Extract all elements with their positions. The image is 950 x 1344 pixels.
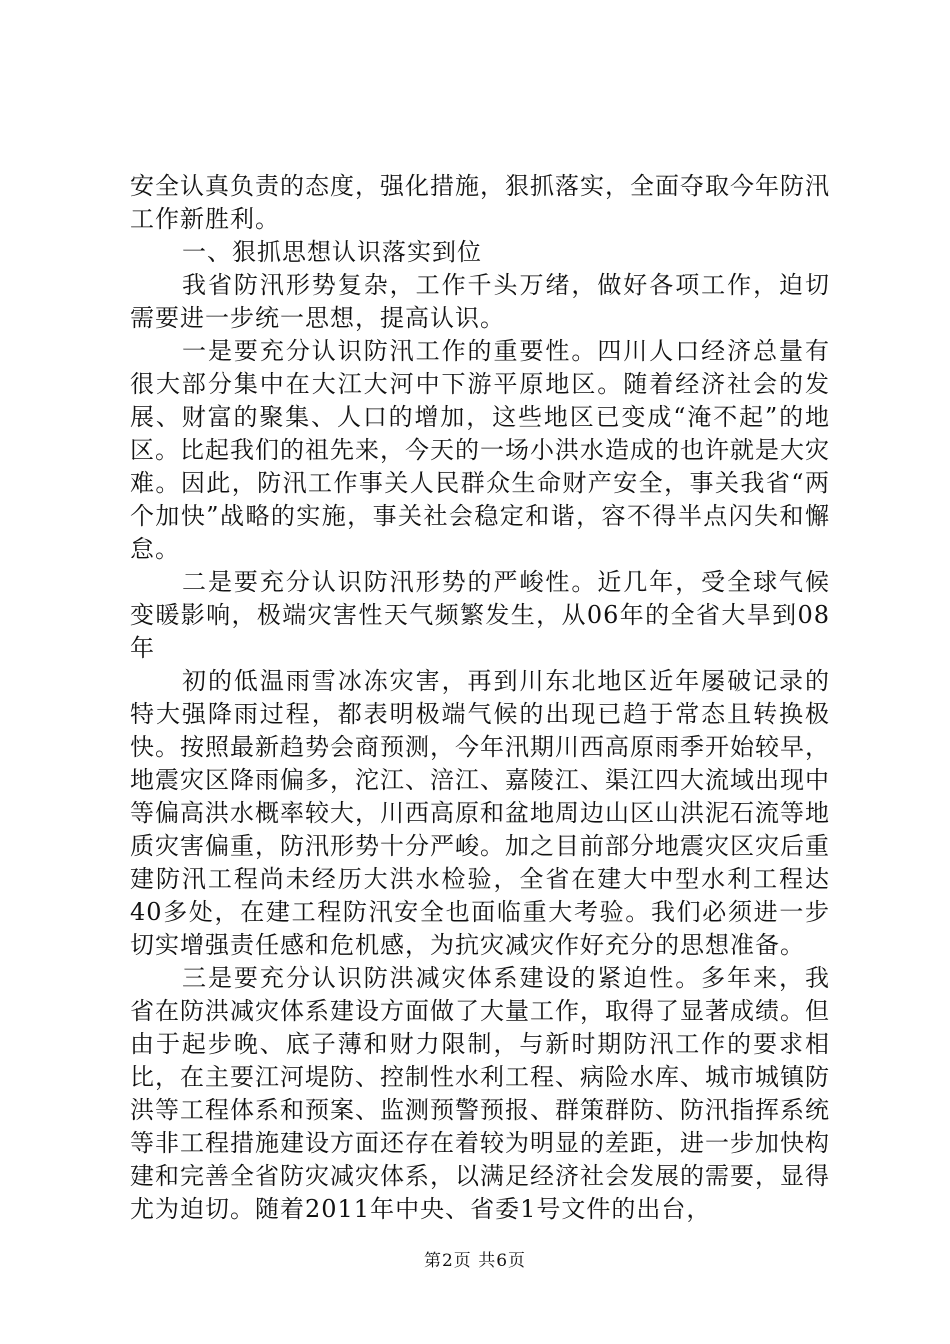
paragraph-intro: 我省防汛形势复杂，工作千头万绪，做好各项工作，迫切需要进一步统一思想，提高认识。 (130, 271, 830, 332)
paragraph-importance: 一是要充分认识防汛工作的重要性。四川人口经济总量有很大部分集中在大江大河中下游平原地区。随着经济社会的发展、财富的聚集、人口的增加，这些地区已变成“淹不起”的地区。比起我们的祖先来，今天的一场小洪水造成的也许就是大灾难。因此，防汛工作事关人民群众生命财产安全，事关我省“两个加快”战略的实施，事关社会稳定和谐，容不得半点闪失和懈怠。 (130, 337, 830, 563)
paragraph-severity-continued: 初的低温雨雪冰冻灾害，再到川东北地区近年屡破记录的特大强降雨过程，都表明极端气候的出现已趋于常态且转换极快。按照最新趋势会商预测，今年汛期川西高原雨季开始较早，地震灾区降雨偏多，沱江、涪江、嘉陵江、渠江四大流域出现中等偏高洪水概率较大，川西高原和盆地周边山区山洪泥石流等地质灾害偏重，防汛形势十分严峻。加之目前部分地震灾区灾后重建防汛工程尚未经历大洪水检验，全省在建大中型水利工程达40多处，在建工程防汛安全也面临重大考验。我们必须进一步切实增强责任感和危机感，为抗灾减灾作好充分的思想准备。 (130, 667, 830, 959)
paragraph-continuation: 安全认真负责的态度，强化措施，狠抓落实，全面夺取今年防汛工作新胜利。 (130, 172, 830, 233)
paragraph-severity: 二是要充分认识防汛形势的严峻性。近几年，受全球气候变暖影响，极端灾害性天气频繁发生，从06年的全省大旱到08年 (130, 568, 830, 662)
page-number-footer: 第2页 共6页 (423, 1251, 527, 1271)
paragraph-urgency: 三是要充分认识防洪减灾体系建设的紧迫性。多年来，我省在防洪减灾体系建设方面做了大量工作，取得了显著成绩。但由于起步晚、底子薄和财力限制，与新时期防汛工作的要求相比，在主要江河堤防、控制性水利工程、病险水库、城市城镇防洪等工程体系和预案、监测预警预报、群策群防、防汛指挥系统等非工程措施建设方面还存在着较为明显的差距，进一步加快构建和完善全省防灾减灾体系，以满足经济社会发展的需要，显得尤为迫切。随着2011年中央、省委1号文件的出台， (130, 964, 830, 1223)
document-body (130, 170, 830, 1226)
section-heading: 一、狠抓思想认识落实到位 (182, 238, 482, 266)
